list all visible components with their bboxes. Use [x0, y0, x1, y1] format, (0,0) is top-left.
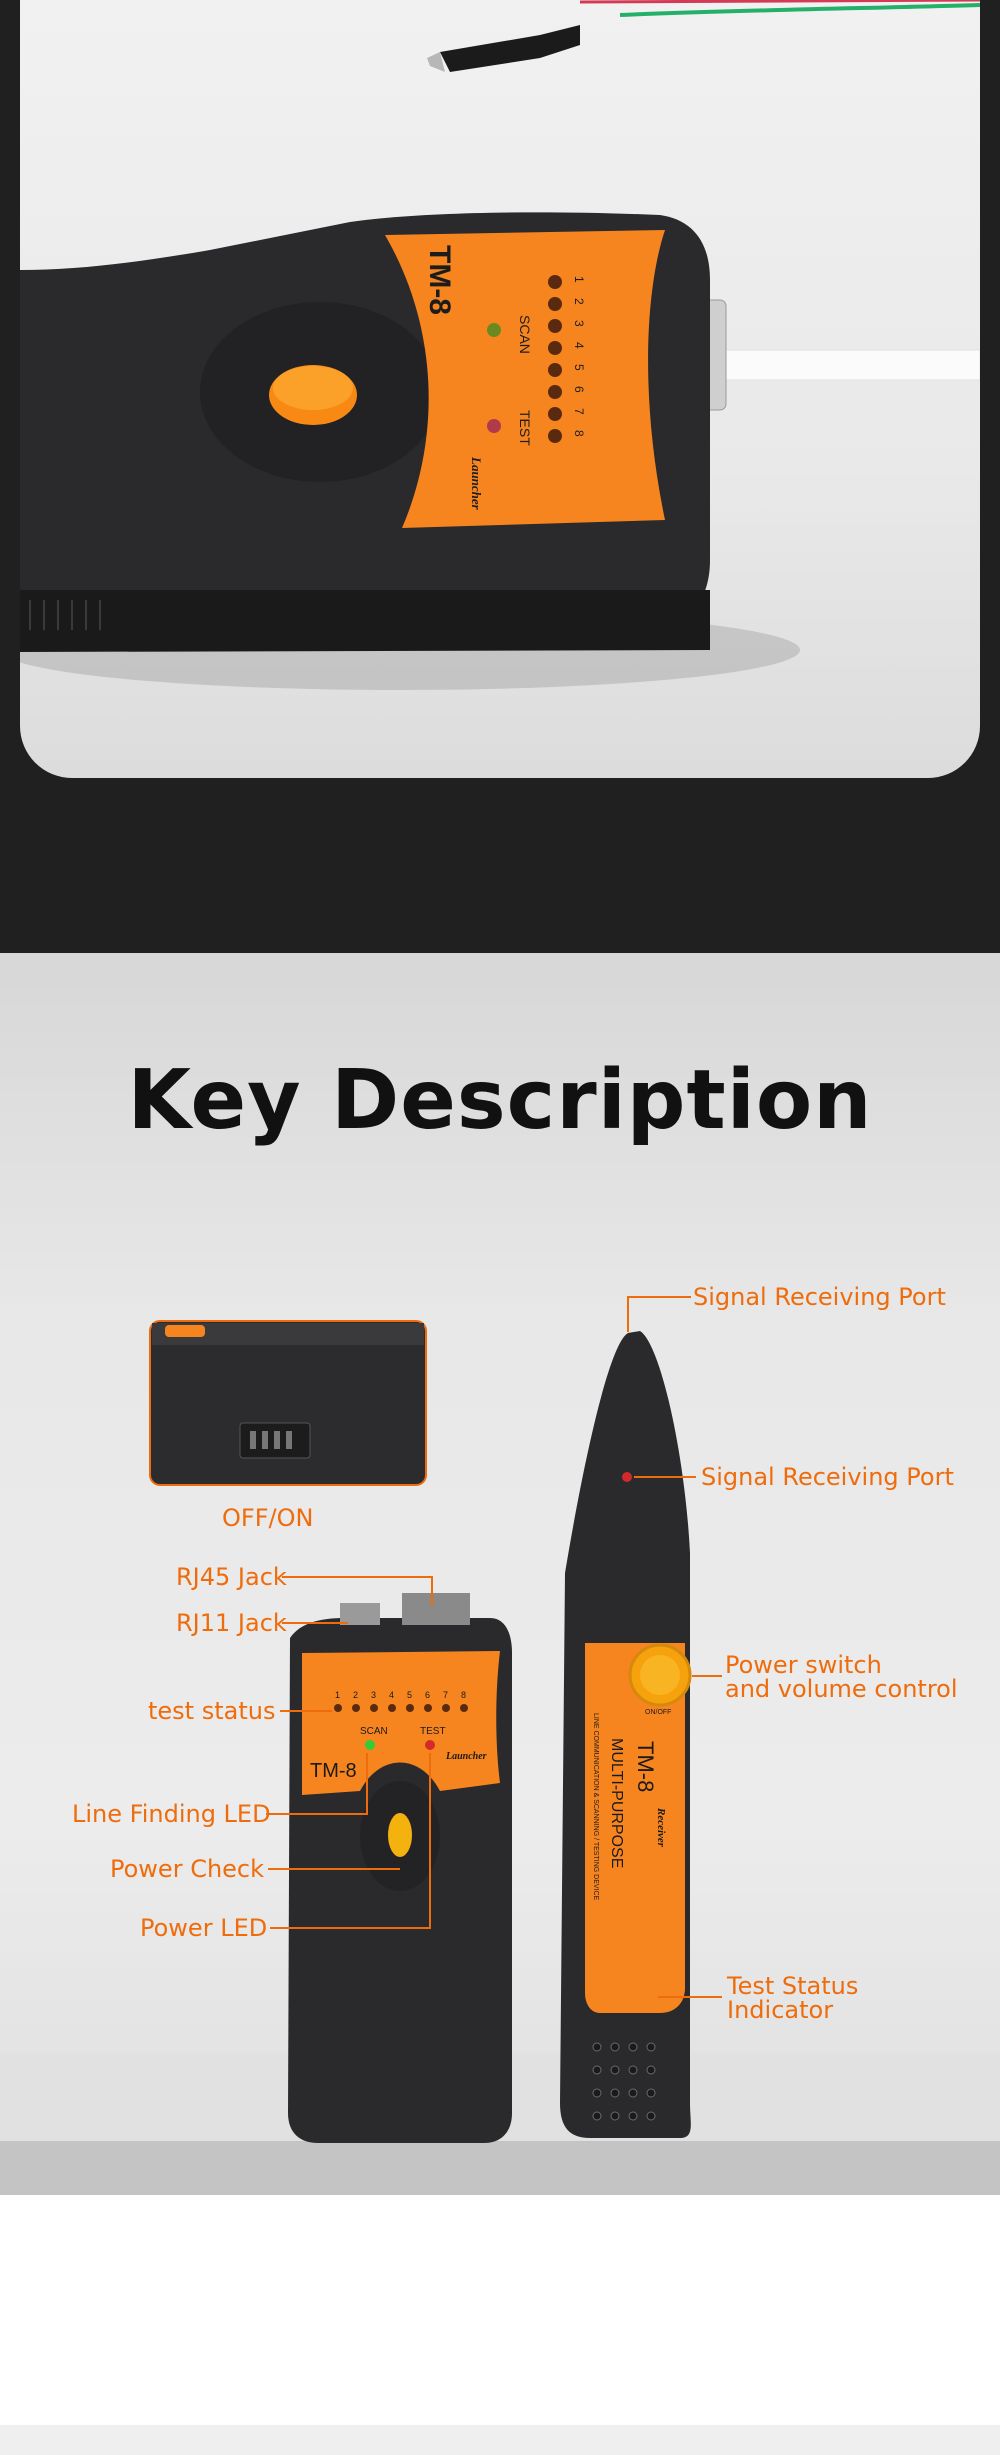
rj11-leader — [282, 1622, 348, 1624]
svg-text:5: 5 — [407, 1690, 413, 1700]
signal-receiving-port-tip-label: Signal Receiving Port — [693, 1283, 946, 1311]
svg-text:4: 4 — [572, 342, 586, 349]
launcher-role-text: Launcher — [446, 1751, 487, 1762]
launcher-scan-text: SCAN — [360, 1726, 388, 1737]
svg-text:1: 1 — [572, 276, 586, 283]
svg-text:6: 6 — [425, 1690, 431, 1700]
signal-tip-leader-drop — [627, 1296, 629, 1332]
launcher-closeup-photo — [20, 0, 980, 778]
line-finding-leader — [266, 1813, 368, 1815]
svg-text:7: 7 — [443, 1690, 449, 1700]
power-switch-label-line1: Power switch — [725, 1651, 882, 1679]
rj45-port — [402, 1593, 470, 1625]
power-check-button — [388, 1813, 412, 1857]
power-led-label: Power LED — [140, 1914, 268, 1942]
svg-text:8: 8 — [461, 1690, 467, 1700]
test-status-indicator-label — [727, 1974, 858, 2022]
key-description-panel — [0, 953, 1000, 2195]
svg-text:2: 2 — [572, 298, 586, 305]
svg-text:3: 3 — [371, 1690, 377, 1700]
signal-receiving-port-led-label: Signal Receiving Port — [701, 1463, 954, 1491]
power-switch-label-line2: and volume control — [725, 1675, 958, 1703]
power-led-leader-drop — [429, 1753, 431, 1929]
svg-text:6: 6 — [572, 386, 586, 393]
svg-text:5: 5 — [572, 364, 586, 371]
red-wire — [580, 0, 980, 2]
svg-text:7: 7 — [572, 408, 586, 415]
test-status-indicator-line1: Test Status — [727, 1972, 859, 2000]
scan-led — [487, 323, 501, 337]
receiver-switch-text: ON/OFF — [645, 1709, 672, 1716]
bottom-blank-area — [0, 2195, 1000, 2425]
shelf-edge — [0, 2141, 1000, 2195]
scan-led — [365, 1740, 375, 1750]
power-switch-label — [725, 1653, 958, 1701]
top-launcher-text: Launcher — [469, 457, 484, 510]
launcher-test-text: TEST — [420, 1726, 446, 1737]
receiver-subtitle-text: LINE COMMUNICATION & SCANNING / TESTING DEVICE — [592, 1713, 599, 1901]
alligator-clip — [440, 25, 580, 72]
line-finding-leader-drop — [366, 1753, 368, 1815]
svg-text:3: 3 — [572, 320, 586, 327]
bottom-strip — [0, 2425, 1000, 2455]
signal-led-leader — [634, 1476, 696, 1478]
test-led — [487, 419, 501, 433]
svg-text:2: 2 — [353, 1690, 359, 1700]
power-check-leader — [268, 1868, 400, 1870]
power-switch-leader — [692, 1675, 722, 1677]
svg-text:1: 1 — [335, 1690, 341, 1700]
top-model-text: TM-8 — [423, 245, 456, 315]
rj45-jack-label: RJ45 Jack — [176, 1563, 287, 1591]
svg-text:8: 8 — [572, 430, 586, 437]
launcher-closeup-illustration — [20, 0, 980, 778]
power-check-label: Power Check — [110, 1855, 265, 1883]
test-indicator-leader — [658, 1996, 722, 1998]
receiver-signal-led — [622, 1472, 632, 1482]
green-wire — [620, 5, 980, 15]
signal-tip-leader — [627, 1296, 691, 1298]
test-led — [425, 1740, 435, 1750]
rj45-leader — [282, 1576, 432, 1578]
test-status-indicator-line2: Indicator — [727, 1996, 834, 2024]
onoff-inset-box — [150, 1321, 426, 1485]
top-test-text: TEST — [517, 410, 533, 446]
launcher-base — [20, 590, 710, 652]
test-status-label: test status — [148, 1697, 276, 1725]
svg-text:4: 4 — [389, 1690, 395, 1700]
top-scan-text: SCAN — [517, 315, 533, 354]
launcher-model-text: TM-8 — [310, 1760, 357, 1782]
onoff-label: OFF/ON — [222, 1504, 314, 1532]
receiver-name-text: MULTI-PURPOSE — [608, 1738, 625, 1869]
power-led-leader — [270, 1927, 430, 1929]
rj11-jack-label: RJ11 Jack — [176, 1609, 287, 1637]
receiver-role-text: Receiver — [655, 1808, 667, 1848]
receiver-model-text: TM-8 — [633, 1741, 658, 1793]
rj45-leader-drop — [431, 1576, 433, 1606]
line-finding-led-label: Line Finding LED — [72, 1800, 271, 1828]
white-cable — [710, 350, 980, 380]
test-status-leader — [280, 1710, 332, 1712]
page-title: Key Description — [127, 1053, 873, 1148]
